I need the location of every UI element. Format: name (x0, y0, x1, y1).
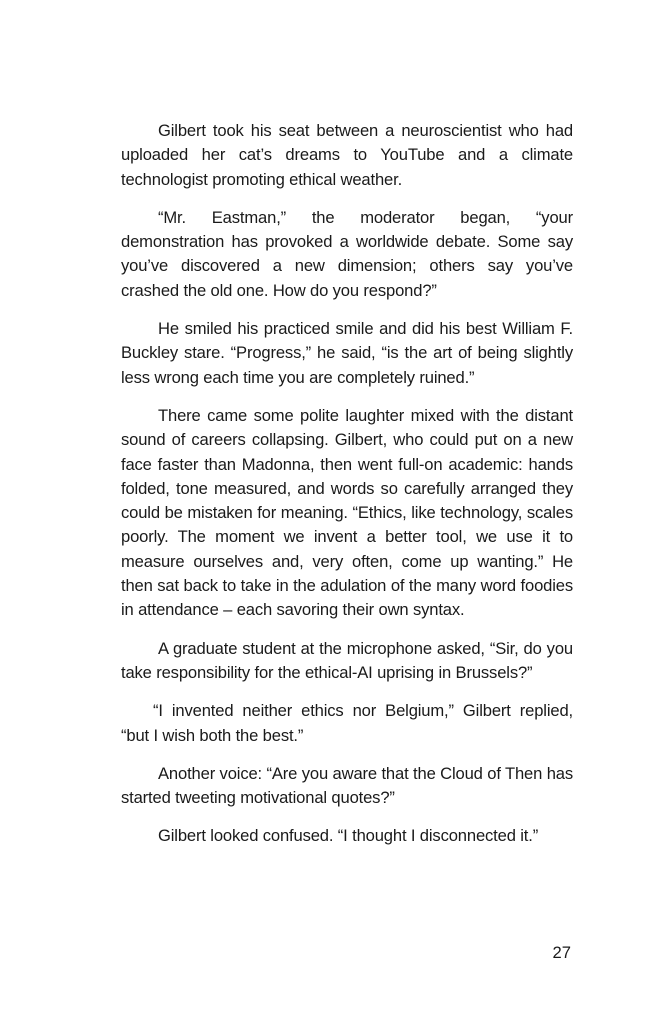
page-number: 27 (552, 943, 571, 962)
body-text (121, 119, 573, 863)
paragraph-1: Gilbert took his seat between a neuroscientist who had uploaded her cat’s dreams to YouTube and a climate technologist promoting ethical weather. (121, 121, 573, 189)
paragraph-6: “I invented neither ethics nor Belgium,” Gilbert replied, “but I wish both the best.” (121, 701, 573, 745)
paragraph-7: Another voice: “Are you aware that the Cloud of Then has started tweeting motivational quotes?” (121, 763, 573, 808)
paragraph-2: “Mr. Eastman,” the moderator began, “your demonstration has provoked a worldwide debate. Some say you’ve discovered a new dimension; others say you’ve crashed the old one. How do you respond?” (121, 207, 573, 300)
paragraph-5: A graduate student at the microphone asked, “Sir, do you take responsibility for the ethical-AI uprising in Brussels?” (121, 638, 573, 682)
paragraph-3: He smiled his practiced smile and did his best William F. Buckley stare. “Progress,” he said, “is the art of being slightly less wrong each time you are completely ruined.” (121, 319, 573, 387)
paragraph-4: There came some polite laughter mixed with the distant sound of careers collapsing. Gilbert, who could put on a new face faster than Madonna, then went full-on academic: hands folded, tone measured, and words so carefully arranged they could be mistaken for meaning. “Ethics, like technology, scales poorly. The moment we invent a better tool, we use it to measure ourselves and, very often, come up wanting.” He then sat back to take in the adulation of the many word foodies in attendance – each savoring their own syntax. (121, 405, 573, 620)
paragraph-8: Gilbert looked confused. “I thought I disconnected it.” (158, 826, 539, 846)
